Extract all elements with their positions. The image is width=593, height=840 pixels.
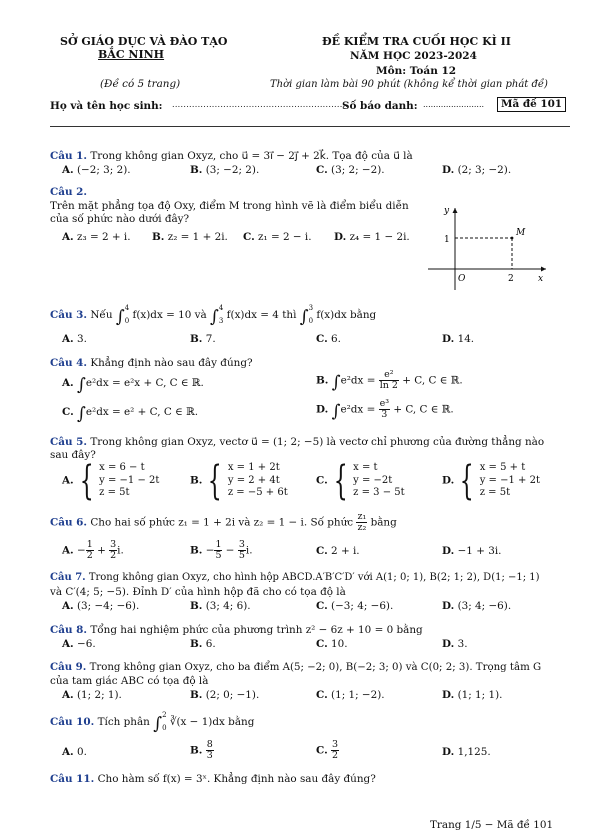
question-3: Câu 3. Nếu ∫ 4 0 f(x)dx = 10 và ∫ 4 3 f(x)dx = 4 thì ∫ 3 0 f(x)dx bằng bbox=[50, 304, 377, 327]
q5-option-b: B. { x = 1 + 2t y = 2 + 4t z = −5 + 6t bbox=[190, 458, 288, 504]
question-2-label: Câu 2. bbox=[50, 186, 88, 198]
q4-option-d: D. ∫e²dx = $\frac{\text{e³}}{3}$ + C, C ∈ ℝ. bbox=[316, 398, 454, 422]
q3-option-d: D. 14. bbox=[442, 333, 475, 345]
page-footer: Trang 1/5 − Mã đề 101 bbox=[430, 819, 554, 831]
dept-name: SỞ GIÁO DỤC VÀ ĐÀO TẠO bbox=[60, 35, 228, 48]
question-1 bbox=[50, 150, 413, 163]
question-11: Câu 11. Cho hàm số f(x) = 3ˣ. Khẳng định nào sau đây đúng? bbox=[50, 773, 376, 785]
student-name-field: .............................................................. bbox=[172, 100, 349, 109]
question-text: Trong không gian Oxyz, cho u⃗ = 3i⃗ − 2j⃗ + 2k⃗. Tọa độ của u⃗ là bbox=[90, 150, 413, 162]
question-2-text-2: của số phức nào dưới đây? bbox=[50, 213, 190, 225]
q8-option-d: D. 3. bbox=[442, 638, 468, 650]
q4-option-a: A. ∫e²dx = e²x + C, C ∈ ℝ. bbox=[62, 375, 204, 395]
question-7-line2: và C′(4; 5; −5). Đỉnh D′ của hình hộp đã cho có tọa độ là bbox=[50, 586, 346, 598]
question-5-line2: sau đây? bbox=[50, 449, 96, 461]
question-5-line1: Câu 5. Trong không gian Oxyz, vectơ u⃗ = (1; 2; −5) là vectơ chỉ phương của đường thẳng nào bbox=[50, 436, 545, 448]
province-name: BẮC NINH bbox=[98, 48, 165, 61]
q3-option-c: C. 6. bbox=[316, 333, 341, 345]
tick-label-1: 1 bbox=[444, 235, 450, 245]
q10-option-d: D. 1,125. bbox=[442, 746, 491, 758]
q7-option-d: D. (3; 4; −6). bbox=[442, 600, 512, 612]
q5-option-c: C. { x = t y = −2t z = 3 − 5t bbox=[316, 458, 405, 504]
school-year: NĂM HỌC 2023-2024 bbox=[350, 50, 477, 62]
question-6: Câu 6. Cho hai số phức z₁ = 1 + 2i và z₂ = 1 − i. Số phức $\frac{\text{z₁}}{\text{z₂}}$ bằng bbox=[50, 511, 397, 533]
q10-option-b: B. $\frac{8}{3}$ bbox=[190, 739, 213, 761]
q7-option-b: B. (3; 4; 6). bbox=[190, 600, 251, 612]
q3-option-a: A. 3. bbox=[62, 333, 87, 345]
q5-option-d: D. { x = 5 + t y = −1 + 2t z = 5t bbox=[442, 458, 540, 504]
question-7-line1: Câu 7. Trong không gian Oxyz, cho hình hộp ABCD.A′B′C′D′ với A(1; 0; 1), B(2; 1; 2), D(1; −1; 1) bbox=[50, 572, 540, 583]
q9-option-d: D. (1; 1; 1). bbox=[442, 689, 503, 701]
q6-option-a: A. − $\frac{1}{2}$ + $\frac{3}{2}$ i. bbox=[62, 539, 124, 561]
header-divider bbox=[50, 126, 570, 127]
integral-sign: ∫ bbox=[299, 307, 309, 327]
question-2-text-1: Trên mặt phẳng tọa độ Oxy, điểm M trong hình vẽ là điểm biểu diễn bbox=[50, 200, 409, 212]
q3-option-b: B. 7. bbox=[190, 333, 216, 345]
subject: Môn: Toán 12 bbox=[376, 65, 457, 77]
m-label: M bbox=[516, 228, 526, 238]
sbd-label: Số báo danh: bbox=[342, 100, 418, 112]
q9-option-a: A. (1; 2; 1). bbox=[62, 689, 122, 701]
q7-option-a: A. (3; −4; −6). bbox=[62, 600, 140, 612]
q8-option-c: C. 10. bbox=[316, 638, 348, 650]
q4-option-b: B. ∫e²dx = $\frac{\text{e²}}{\ln 2}$ + C, C ∈ ℝ. bbox=[316, 369, 463, 393]
exam-title: ĐỀ KIỂM TRA CUỐI HỌC KÌ II bbox=[322, 35, 511, 48]
origin-label: O bbox=[458, 274, 466, 284]
q6-option-c: C. 2 + i. bbox=[316, 545, 360, 557]
q1-option-d: D. (2; 3; −2). bbox=[442, 164, 512, 176]
q2-option-b: B. z₂ = 1 + 2i. bbox=[152, 231, 228, 243]
q1-option-a: A. (−2; 3; 2). bbox=[62, 164, 131, 176]
q2-option-d: D. z₄ = 1 − 2i. bbox=[334, 231, 410, 243]
q8-option-a: A. −6. bbox=[62, 638, 96, 650]
q10-option-c: C. $\frac{3}{2}$ bbox=[316, 739, 339, 761]
tick-label-2: 2 bbox=[508, 274, 514, 284]
q2-option-a: A. z₃ = 2 + i. bbox=[62, 231, 131, 243]
q5-option-a: A. { x = 6 − t y = −1 − 2t z = 5t bbox=[62, 458, 160, 504]
q6-option-d: D. −1 + 3i. bbox=[442, 545, 502, 557]
question-4: Câu 4. Khẳng định nào sau đây đúng? bbox=[50, 357, 253, 369]
q8-option-b: B. 6. bbox=[190, 638, 216, 650]
q6-option-b: B. − $\frac{1}{5}$ − $\frac{3}{5}$ i. bbox=[190, 539, 253, 561]
point-m bbox=[511, 237, 514, 240]
q9-option-b: B. (2; 0; −1). bbox=[190, 689, 260, 701]
question-9-line2: của tam giác ABC có tọa độ là bbox=[50, 675, 209, 687]
q7-option-c: C. (−3; 4; −6). bbox=[316, 600, 394, 612]
integral-sign: ∫ bbox=[115, 307, 125, 327]
y-label: y bbox=[444, 206, 450, 216]
x-axis-arrow bbox=[541, 267, 546, 272]
q1-option-b: B. (3; −2; 2). bbox=[190, 164, 260, 176]
page-count-note: (Đề có 5 trang) bbox=[100, 78, 181, 90]
q4-option-c: C. ∫e²dx = e² + C, C ∈ ℝ. bbox=[62, 404, 199, 424]
question-9-line1: Câu 9. Trong không gian Oxyz, cho ba điểm A(5; −2; 0), B(−2; 3; 0) và C(0; 2; 3). Trọng tâm G bbox=[50, 661, 542, 673]
q9-option-c: C. (1; 1; −2). bbox=[316, 689, 385, 701]
complex-plane-figure bbox=[420, 200, 550, 292]
q10-option-a: A. 0. bbox=[62, 746, 87, 758]
q2-option-c: C. z₁ = 2 − i. bbox=[243, 231, 312, 243]
x-label: x bbox=[538, 274, 544, 284]
student-name-label: Họ và tên học sinh: bbox=[50, 100, 163, 112]
question-8: Câu 8. Tổng hai nghiệm phức của phương trình z² − 6z + 10 = 0 bằng bbox=[50, 624, 423, 636]
q1-option-c: C. (3; 2; −2). bbox=[316, 164, 385, 176]
exam-code-box: Mã đề 101 bbox=[497, 97, 566, 112]
y-axis-arrow bbox=[453, 208, 458, 213]
integral-sign: ∫ bbox=[210, 307, 219, 327]
question-10: Câu 10. Tích phân ∫ 2 0 ∛(x − 1)dx bằng bbox=[50, 711, 255, 734]
question-label: Câu 1. bbox=[50, 150, 88, 162]
time-limit: Thời gian làm bài 90 phút (không kể thời gian phát đề) bbox=[270, 79, 548, 90]
sbd-field: ........................ bbox=[423, 100, 485, 109]
